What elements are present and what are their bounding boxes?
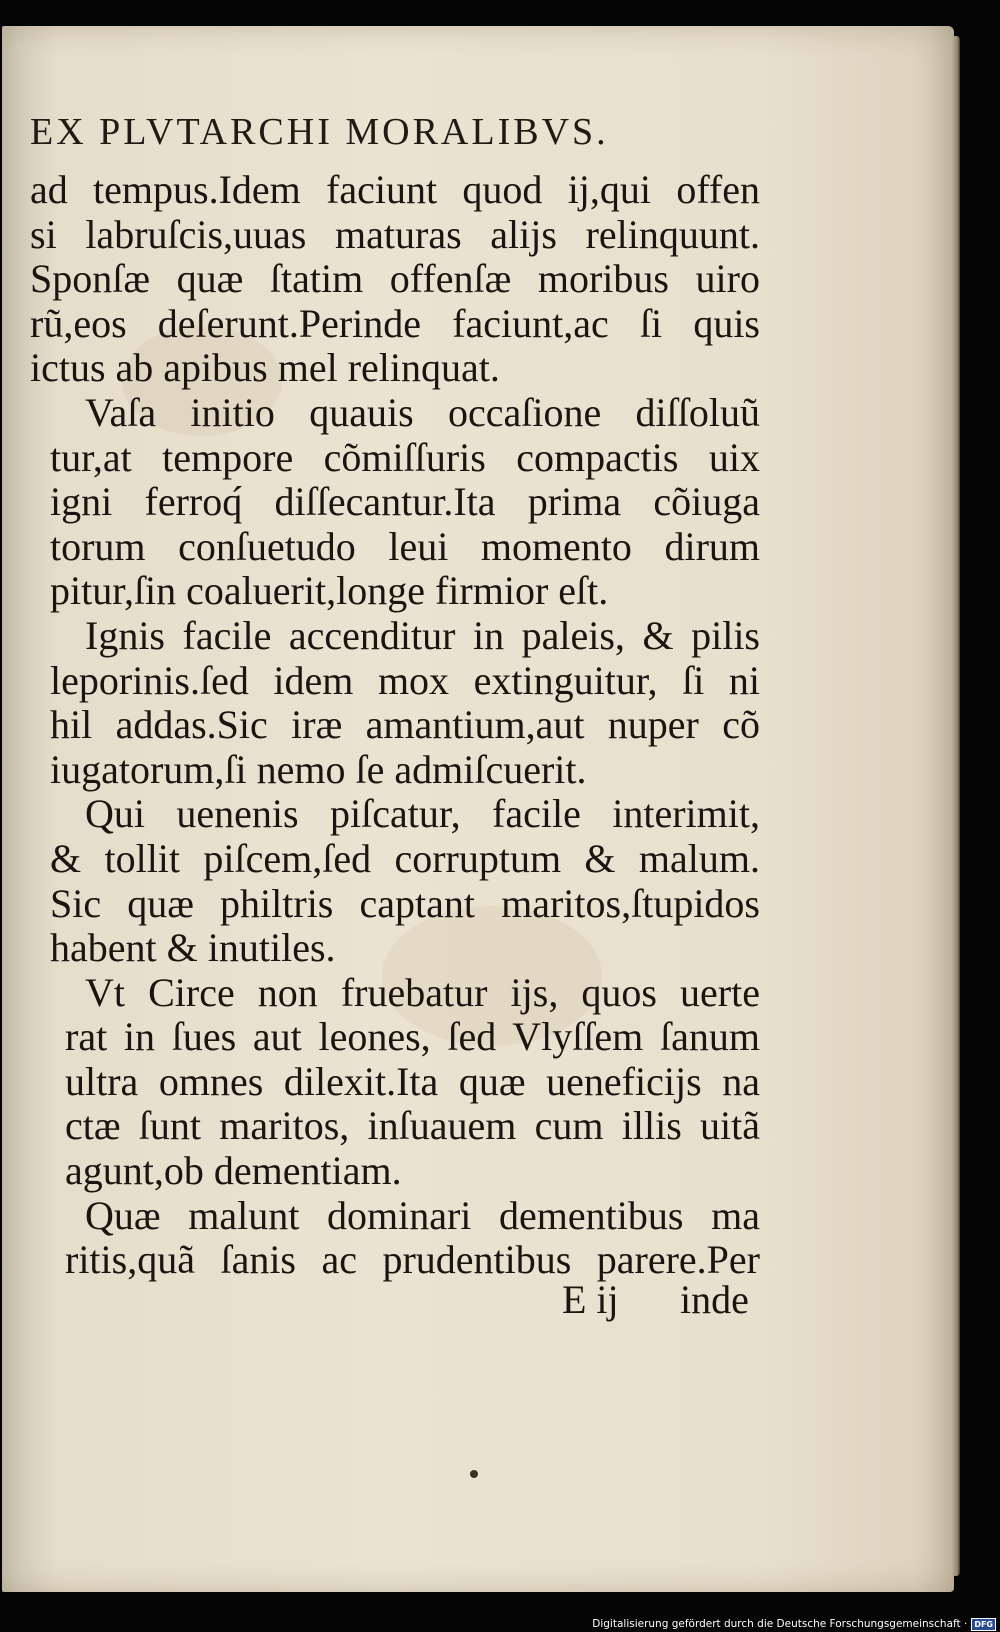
text-line: tur,at tempore cõmiſſuris compactis uix — [50, 434, 760, 480]
text-line: Quæ malunt dominari dementibus ma — [85, 1192, 760, 1238]
page-edge — [952, 36, 960, 1576]
text-line: hil addas.Sic iræ amantium,aut nuper cõ — [50, 702, 760, 748]
text-line: Vaſa initio quauis occaſione diſſoluũ — [85, 389, 760, 435]
text-line: ictus ab apibus mel relinquat. — [30, 345, 500, 391]
text-line: habent & inutiles. — [50, 925, 336, 971]
text-line: torum conſuetudo leui momento dirum — [50, 523, 760, 569]
text-line: Ignis facile accenditur in paleis, & pilis — [85, 612, 760, 658]
funding-credit — [592, 1617, 996, 1631]
text-line: iugatorum,ſi nemo ſe admiſcuerit. — [50, 746, 587, 792]
text-line: agunt,ob dementiam. — [65, 1148, 402, 1194]
catchword: inde — [680, 1277, 749, 1322]
signature-mark: E ij — [562, 1277, 619, 1322]
text-line: pitur,ſin coaluerit,longe firmior eſt. — [50, 568, 609, 614]
text-line: leporinis.ſed idem mox extinguitur, ſi ni — [50, 657, 760, 703]
ink-dot — [470, 1470, 478, 1478]
text-line: rũ,eos deſerunt.Perinde faciunt,ac ſi quis — [30, 300, 760, 346]
text-line: ctæ ſunt maritos, inſuauem cum illis uitã — [65, 1103, 760, 1149]
dfg-logo-icon: DFG — [971, 1618, 996, 1631]
funding-credit-text: Digitalisierung gefördert durch die Deutsche Forschungsgemeinschaft · — [592, 1618, 968, 1630]
text-line: ritis,quã ſanis ac prudentibus parere.Per — [65, 1237, 760, 1283]
text-line: Vt Circe non fruebatur ijs, quos uerte — [85, 969, 760, 1015]
text-line: & tollit piſcem,ſed corruptum & malum. — [50, 835, 760, 881]
running-head: EX PLVTARCHI MORALIBVS. — [30, 111, 609, 153]
body-text — [30, 168, 760, 1283]
text-line: rat in ſues aut leones, ſed Vlyſſem ſanum — [65, 1014, 760, 1060]
text-line: Sic quæ philtris captant maritos,ſtupidos — [50, 880, 760, 926]
text-line: Qui uenenis piſcatur, facile interimit, — [85, 791, 760, 837]
text-line: Sponſæ quæ ſtatim offenſæ moribus uiro — [30, 256, 760, 302]
text-line: igni ferroq́ diſſecantur.Ita prima cõiuga — [50, 479, 760, 525]
text-line: ad tempus.Idem faciunt quod ij,qui offen — [30, 167, 760, 212]
text-line: ultra omnes dilexit.Ita quæ ueneficijs na — [65, 1058, 760, 1104]
text-line: si labruſcis,uuas maturas alijs relinquunt. — [30, 211, 760, 257]
